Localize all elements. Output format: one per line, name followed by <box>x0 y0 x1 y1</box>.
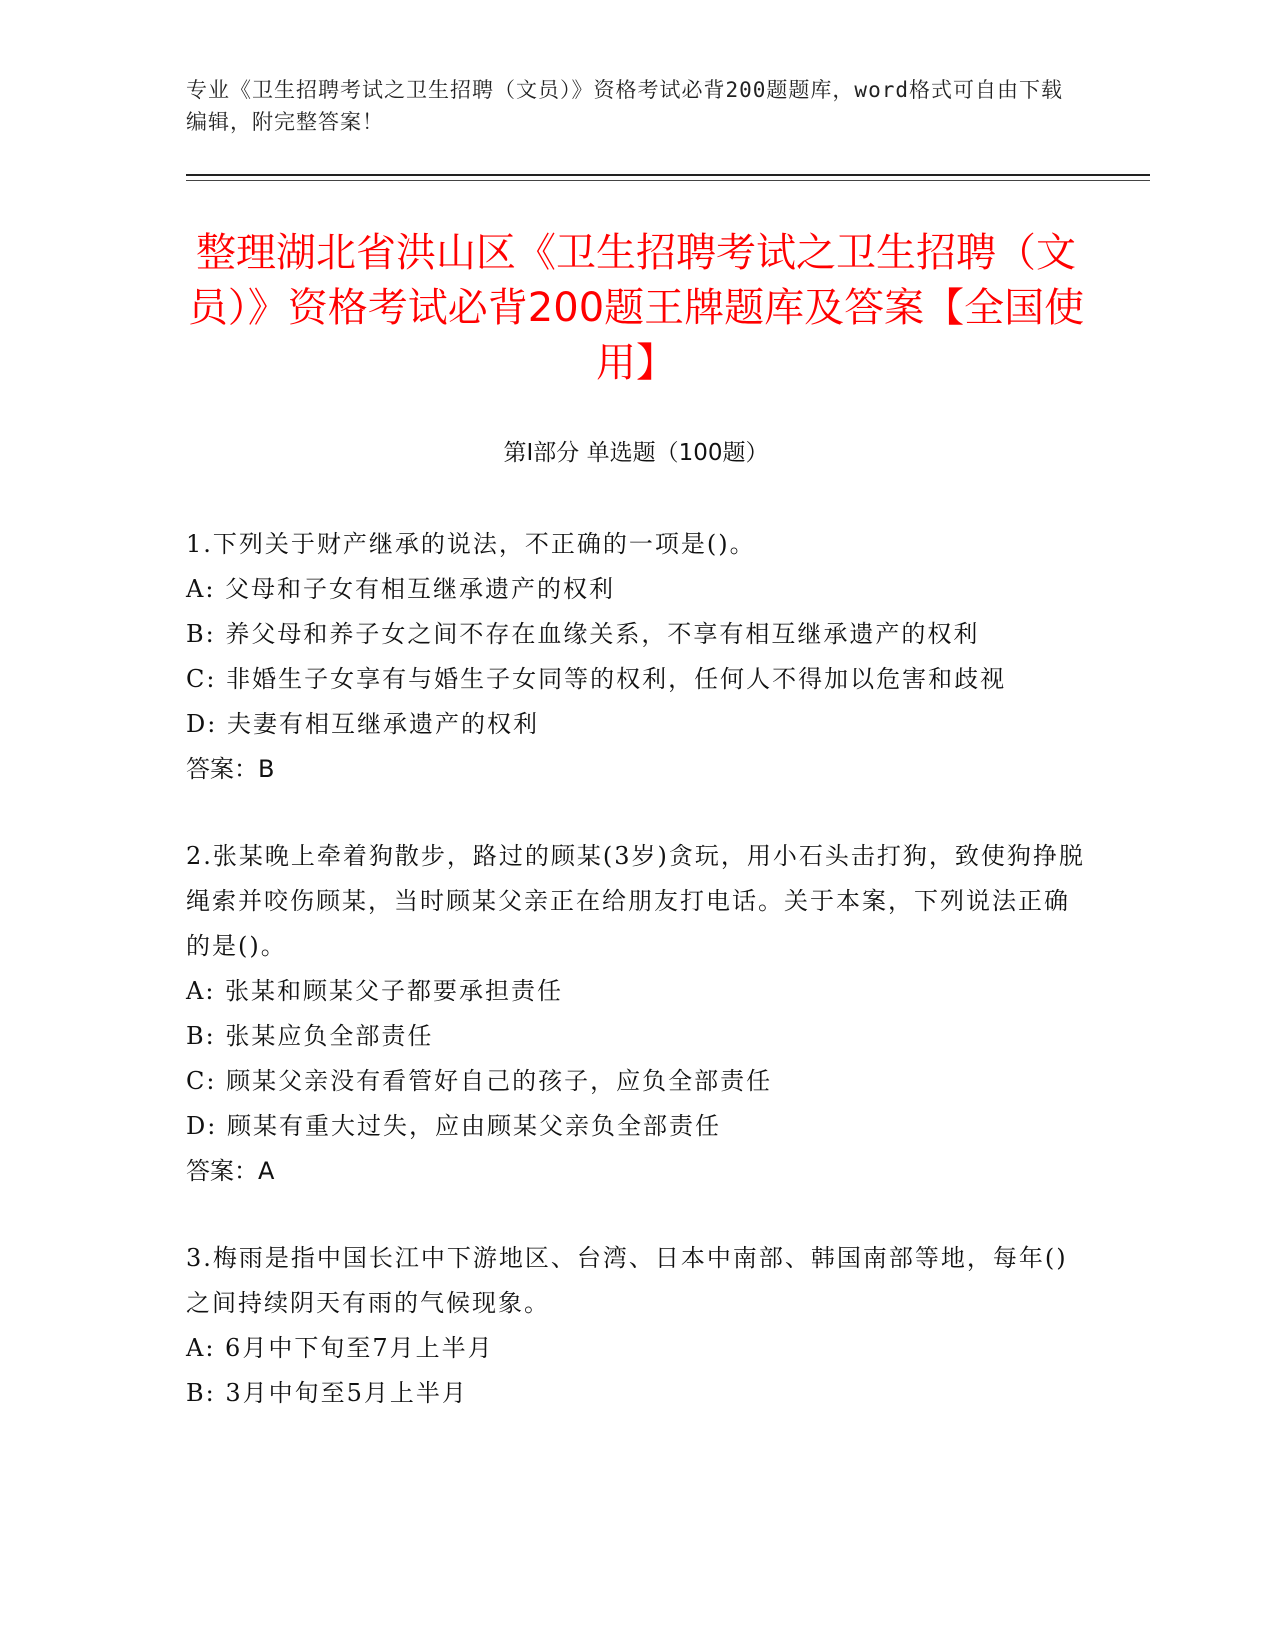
question-list <box>186 522 1086 1458</box>
header-rule-thin <box>186 180 1150 181</box>
option-b: B: 3月中旬至5月上半月 <box>186 1379 468 1407</box>
question-stem: 1.下列关于财产继承的说法，不正确的一项是()。 <box>186 530 756 558</box>
option-d: D: 夫妻有相互继承遗产的权利 <box>186 710 539 738</box>
question-stem: 2.张某晚上牵着狗散步，路过的顾某(3岁)贪玩，用小石头击打狗，致使狗挣脱绳索并咬伤顾某，当时顾某父亲正在给朋友打电话。关于本案，下列说法正确的是()。 <box>186 842 1085 960</box>
option-c: C: 顾某父亲没有看管好自己的孩子，应负全部责任 <box>186 1067 773 1095</box>
option-b: B: 张某应负全部责任 <box>186 1022 434 1050</box>
section-title: 第Ⅰ部分 单选题（100题） <box>503 440 769 466</box>
question-2 <box>186 834 1086 1194</box>
option-a: A: 6月中下旬至7月上半月 <box>186 1334 494 1362</box>
option-a: A: 父母和子女有相互继承遗产的权利 <box>186 575 616 603</box>
question-stem: 3.梅雨是指中国长江中下游地区、台湾、日本中南部、韩国南部等地，每年()之间持续阴天有雨的气候现象。 <box>186 1244 1068 1317</box>
header-rule-thick <box>186 174 1150 176</box>
answer: 答案：B <box>186 755 275 783</box>
option-b: B: 养父母和养子女之间不存在血缘关系，不享有相互继承遗产的权利 <box>186 620 980 648</box>
option-c: C: 非婚生子女享有与婚生子女同等的权利，任何人不得加以危害和歧视 <box>186 665 1007 693</box>
option-a: A: 张某和顾某父子都要承担责任 <box>186 977 564 1005</box>
document-title: 整理湖北省洪山区《卫生招聘考试之卫生招聘（文员）》资格考试必背200题王牌题库及答案【全国使用】 <box>187 230 1085 386</box>
header-note: 专业《卫生招聘考试之卫生招聘（文员）》资格考试必背200题题库，word格式可自由下载编辑，附完整答案！ <box>186 78 1063 134</box>
question-3 <box>186 1236 1086 1416</box>
option-d: D: 顾某有重大过失，应由顾某父亲负全部责任 <box>186 1112 721 1140</box>
answer: 答案：A <box>186 1157 275 1185</box>
question-1 <box>186 522 1086 792</box>
